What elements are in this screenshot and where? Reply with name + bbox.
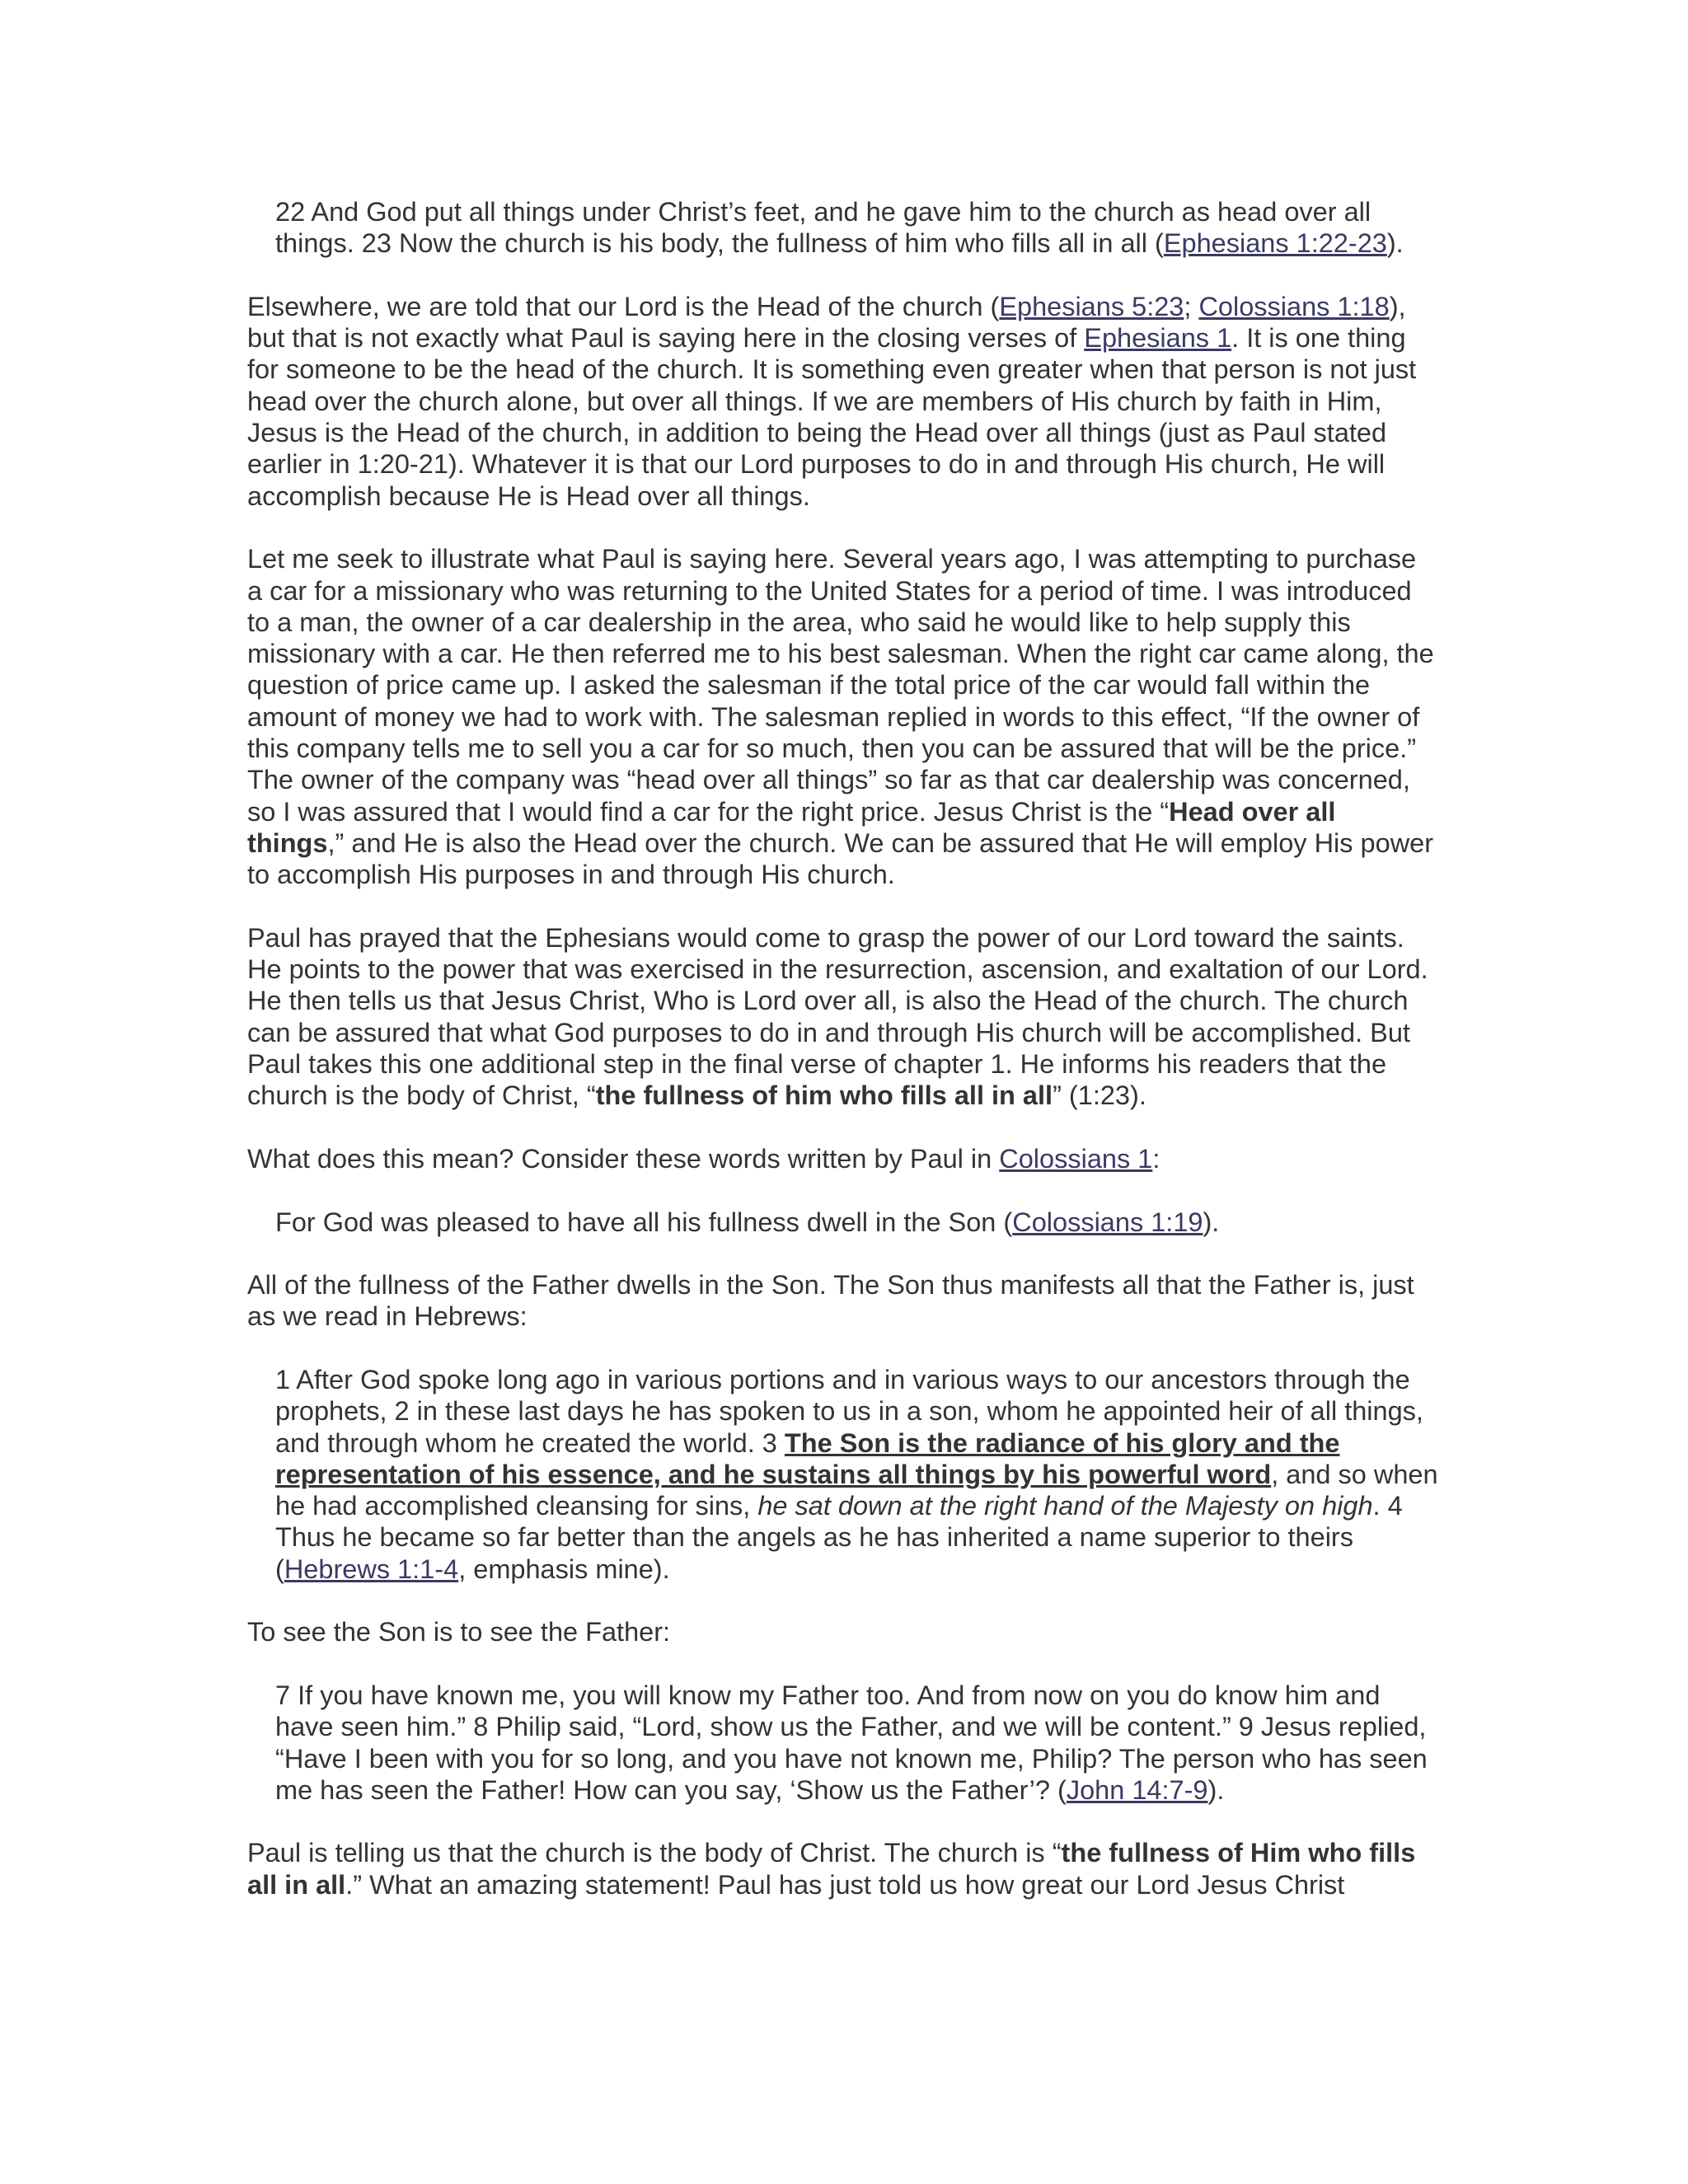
text-run: All of the fullness of the Father dwells in the Son. The Son thus manifests all that the Father is, just as we read in Hebrews: <box>247 1270 1414 1332</box>
text-run: .” What an amazing statement! Paul has just told us how great our Lord Jesus Christ <box>345 1869 1345 1900</box>
text-run: . 4 Thus he became so far better than the angels as he has inherited a name superior to theirs ( <box>275 1491 1403 1584</box>
text-run: To see the Son is to see the Father: <box>247 1617 671 1647</box>
block-quote <box>247 1680 1438 1806</box>
scripture-reference-link[interactable]: Hebrews 1:1-4 <box>284 1554 459 1584</box>
scripture-reference-link[interactable]: Colossians 1 <box>999 1143 1153 1174</box>
text-run: ; <box>1184 291 1199 321</box>
body-paragraph <box>247 922 1438 1112</box>
text-run: Paul is telling us that the church is the body of Christ. The church is “ <box>247 1838 1062 1868</box>
text-run: Paul has prayed that the Ephesians would come to grasp the power of our Lord toward the saints. He points to the power that was exercised in the resurrection, ascension, and exaltation of our Lord. He then tells us that Jesus Christ, Who is Lord over all, is also the Head of the church. The church can be assured that what God purposes to do in and through His church will be accomplished. But Paul takes this one additional step in the final verse of chapter 1. He informs his readers that the church is the body of Christ, “ <box>247 922 1428 1111</box>
text-run: 22 And God put all things under Christ’s feet, and he gave him to the church as head over all things. 23 Now the church is his body, the fullness of him who fills all in all ( <box>275 197 1372 259</box>
text-run: ), but that is not exactly what Paul is saying here in the closing verses of <box>247 291 1406 354</box>
scripture-reference-link[interactable]: Ephesians 1:22-23 <box>1163 228 1387 259</box>
bold-emphasis: the fullness of Him who fills all in all <box>247 1838 1416 1900</box>
text-run: 7 If you have known me, you will know my Father too. And from now on you do know him and have seen him.” 8 Philip said, “Lord, show us the Father, and we will be content.” 9 Jesus replied, “Have I been with you for so long, and you have not known me, Philip? The person who has seen me has seen the Father! How can you say, ‘Show us the Father’? ( <box>275 1680 1428 1805</box>
body-paragraph <box>247 291 1438 512</box>
text-run: ” (1:23). <box>1053 1080 1146 1111</box>
text-run: ). <box>1203 1207 1220 1237</box>
bold-emphasis: Head over all things <box>247 796 1336 858</box>
block-quote <box>247 196 1438 260</box>
text-run: : <box>1152 1143 1160 1174</box>
text-run: ). <box>1207 1774 1225 1805</box>
text-run: Let me seek to illustrate what Paul is saying here. Several years ago, I was attempting to purchase a car for a missionary who was returning to the United States for a period of time. I was introduced to a man, the owner of a car dealership in the area, who said he would like to help supply this missionary with a car. He then referred me to his best salesman. When the right car came along, the question of price came up. I asked the salesman if the total price of the car would fall within the amount of money we had to work with. The salesman replied in words to this effect, “If the owner of this company tells me to sell you a car for so much, then you can be assured that will be the price.” The owner of the company was “head over all things” so far as that car dealership was concerned, so I was assured that I would find a car for the right price. Jesus Christ is the “ <box>247 544 1434 827</box>
body-paragraph <box>247 1143 1438 1174</box>
scripture-reference-link[interactable]: Ephesians 5:23 <box>999 291 1184 321</box>
text-run: . It is one thing for someone to be the head of the church. It is something even greater when that person is not just head over the church alone, but over all things. If we are members of His church by faith in Him, Jesus is the Head of the church, in addition to being the Head over all things (just as Paul stated earlier in 1:20-21). Whatever it is that our Lord purposes to do in and through His church, He will accomplish because He is Head over all things. <box>247 323 1417 511</box>
block-quote <box>247 1364 1438 1585</box>
text-run: ). <box>1386 228 1404 259</box>
scripture-reference-link[interactable]: Ephesians 1 <box>1084 323 1232 354</box>
text-run: What does this mean? Consider these words written by Paul in <box>247 1143 1000 1174</box>
bold-underline-emphasis: The Son is the radiance of his glory and the representation of his essence, and he sustains all things by his powerful word <box>275 1427 1340 1489</box>
text-run: For God was pleased to have all his fullness dwell in the Son ( <box>275 1207 1013 1237</box>
text-run: , and so when he had accomplished cleansing for sins, <box>275 1459 1438 1521</box>
text-run: 1 After God spoke long ago in various portions and in various ways to our ancestors through the prophets, 2 in these last days he has spoken to us in a son, whom he appointed heir of all things, and through whom he created the world. 3 <box>275 1364 1423 1458</box>
scripture-reference-link[interactable]: Colossians 1:18 <box>1198 291 1390 321</box>
body-paragraph <box>247 1837 1438 1900</box>
bold-emphasis: the fullness of him who fills all in all <box>595 1080 1053 1111</box>
body-paragraph <box>247 543 1438 890</box>
italic-emphasis: he sat down at the right hand of the Majesty on high <box>757 1491 1373 1521</box>
body-paragraph <box>247 1616 1438 1647</box>
text-run: ,” and He is also the Head over the church. We can be assured that He will employ His power to accomplish His purposes in and through His church. <box>247 827 1434 890</box>
document-page <box>247 196 1438 1932</box>
body-paragraph <box>247 1269 1438 1333</box>
scripture-reference-link[interactable]: Colossians 1:19 <box>1012 1207 1203 1237</box>
text-run: , emphasis mine). <box>458 1554 670 1584</box>
block-quote <box>247 1207 1438 1238</box>
text-run: Elsewhere, we are told that our Lord is the Head of the church ( <box>247 291 1000 321</box>
scripture-reference-link[interactable]: John 14:7-9 <box>1066 1774 1208 1805</box>
